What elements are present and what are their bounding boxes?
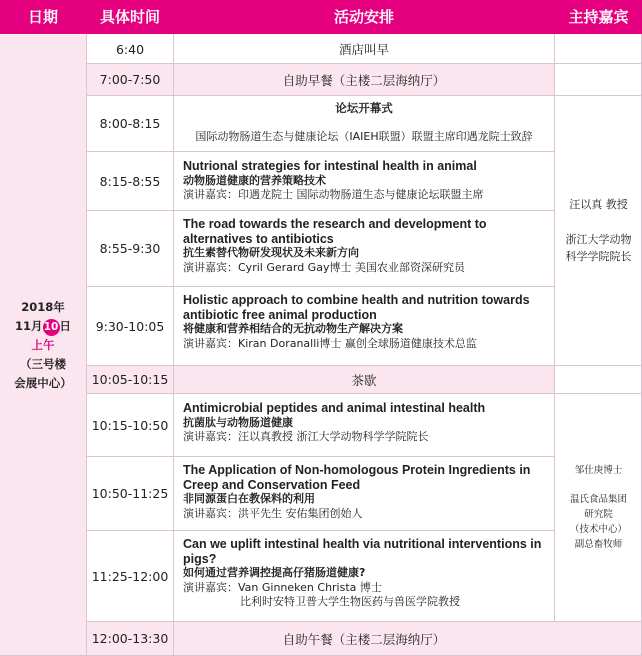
row-time: 8:15-8:55 xyxy=(99,173,161,189)
talk-title-cn: 如何通过营养调控提高仔猪肠道健康? xyxy=(183,566,366,579)
activity-title: 论坛开幕式 xyxy=(335,101,393,115)
host-cell-2 xyxy=(555,394,642,621)
date-month-day xyxy=(15,317,71,336)
host-cell-1 xyxy=(555,96,642,365)
date-cell xyxy=(0,35,86,655)
header-date: 日期 xyxy=(27,8,58,26)
talk-speaker: 演讲嘉宾：洪平先生 安佑集团创始人 xyxy=(183,506,363,520)
talk-speaker: 演讲嘉宾：Cyril Gerard Gay博士 美国农业部资深研究员 xyxy=(183,260,465,274)
row-time: 8:00-8:15 xyxy=(99,116,161,131)
header-time: 具体时间 xyxy=(99,8,160,26)
row-activity xyxy=(183,217,551,275)
row-activity: 自助早餐（主楼二层海纳厅） xyxy=(282,72,446,88)
date-year: 2018年 xyxy=(21,299,65,314)
host-affiliation: 科学学院院长 xyxy=(565,250,632,263)
date-day-suffix: 日 xyxy=(59,318,71,333)
host-name: 邹仕庚博士 xyxy=(574,465,623,476)
date-day-badge: 10 xyxy=(43,319,60,336)
host-affiliation: （技术中心） xyxy=(569,524,627,535)
row-activity: 茶歇 xyxy=(351,372,377,388)
row-time: 10:05-10:15 xyxy=(91,372,169,387)
row-activity: 自助午餐（主楼二层海纳厅） xyxy=(282,631,446,647)
header-host: 主持嘉宾 xyxy=(568,8,629,26)
talk-speaker: 演讲嘉宾：印遇龙院士 国际动物肠道生态与健康论坛联盟主席 xyxy=(183,188,484,201)
row-time: 10:50-11:25 xyxy=(91,486,169,501)
row-time: 12:00-13:30 xyxy=(91,631,169,646)
header-activity: 活动安排 xyxy=(333,8,394,26)
row-activity xyxy=(183,463,551,521)
date-month: 11月 xyxy=(14,318,43,333)
host-affiliation: 浙江大学动物 xyxy=(565,233,632,246)
row-time: 6:40 xyxy=(115,41,145,57)
talk-speaker: 演讲嘉宾：Kiran Doranalli博士 赢创全球肠道健康技术总监 xyxy=(183,336,477,350)
activity-detail: 国际动物肠道生态与健康论坛（IAIEH联盟）联盟主席印遇龙院士致辞 xyxy=(195,129,533,143)
date-venue-1: （三号楼 xyxy=(20,356,66,371)
talk-title-cn: 抗生素替代物研发现状及未来新方向 xyxy=(183,246,359,259)
row-time: 8:55-9:30 xyxy=(99,241,161,256)
talk-title-en: Nutrional strategies for intestinal health in animal xyxy=(183,159,477,173)
host-name: 汪以真 教授 xyxy=(569,198,628,211)
row-activity: 酒店叫早 xyxy=(338,42,389,57)
row-activity xyxy=(183,401,551,445)
talk-title-en: Antimicrobial peptides and animal intestinal health xyxy=(183,401,486,415)
row-activity xyxy=(183,537,551,610)
row-activity xyxy=(183,159,551,203)
talk-title-cn: 非同源蛋白在教保料的利用 xyxy=(183,492,315,505)
talk-speaker: 演讲嘉宾：汪以真教授 浙江大学动物科学学院院长 xyxy=(183,430,429,443)
row-time: 10:15-10:50 xyxy=(91,417,169,433)
row-activity xyxy=(183,293,551,351)
talk-title-cn: 动物肠道健康的营养策略技术 xyxy=(183,173,326,187)
row-time: 7:00-7:50 xyxy=(99,72,161,87)
date-session: 上午 xyxy=(31,337,55,352)
talk-title-en: The Application of Non-homologous Protein Ingredients in Creep and Conservation Feed xyxy=(183,463,531,492)
talk-title-en: Can we uplift intestinal health via nutritional interventions in pigs? xyxy=(183,537,542,566)
row-time: 11:25-12:00 xyxy=(91,568,169,584)
row-activity xyxy=(174,101,554,149)
host-affiliation: 副总畜牧师 xyxy=(574,539,623,550)
date-venue-2: 会展中心） xyxy=(14,375,72,390)
row-time: 9:30-10:05 xyxy=(95,318,165,334)
talk-title-cn: 将健康和营养相结合的无抗动物生产解决方案 xyxy=(183,322,403,335)
talk-speaker-affiliation: 比利时安特卫普大学生物医药与兽医学院教授 xyxy=(240,595,460,608)
talk-speaker: 演讲嘉宾：Van Ginneken Christa 博士 xyxy=(183,580,382,594)
host-affiliation: 温氏食品集团 xyxy=(569,494,627,505)
talk-title-cn: 抗菌肽与动物肠道健康 xyxy=(183,415,293,429)
host-affiliation: 研究院 xyxy=(584,509,613,520)
talk-title-en: Holistic approach to combine health and nutrition towards antibiotic free animal production xyxy=(183,293,530,322)
talk-title-en: The road towards the research and development to alternatives to antibiotics xyxy=(183,217,487,246)
